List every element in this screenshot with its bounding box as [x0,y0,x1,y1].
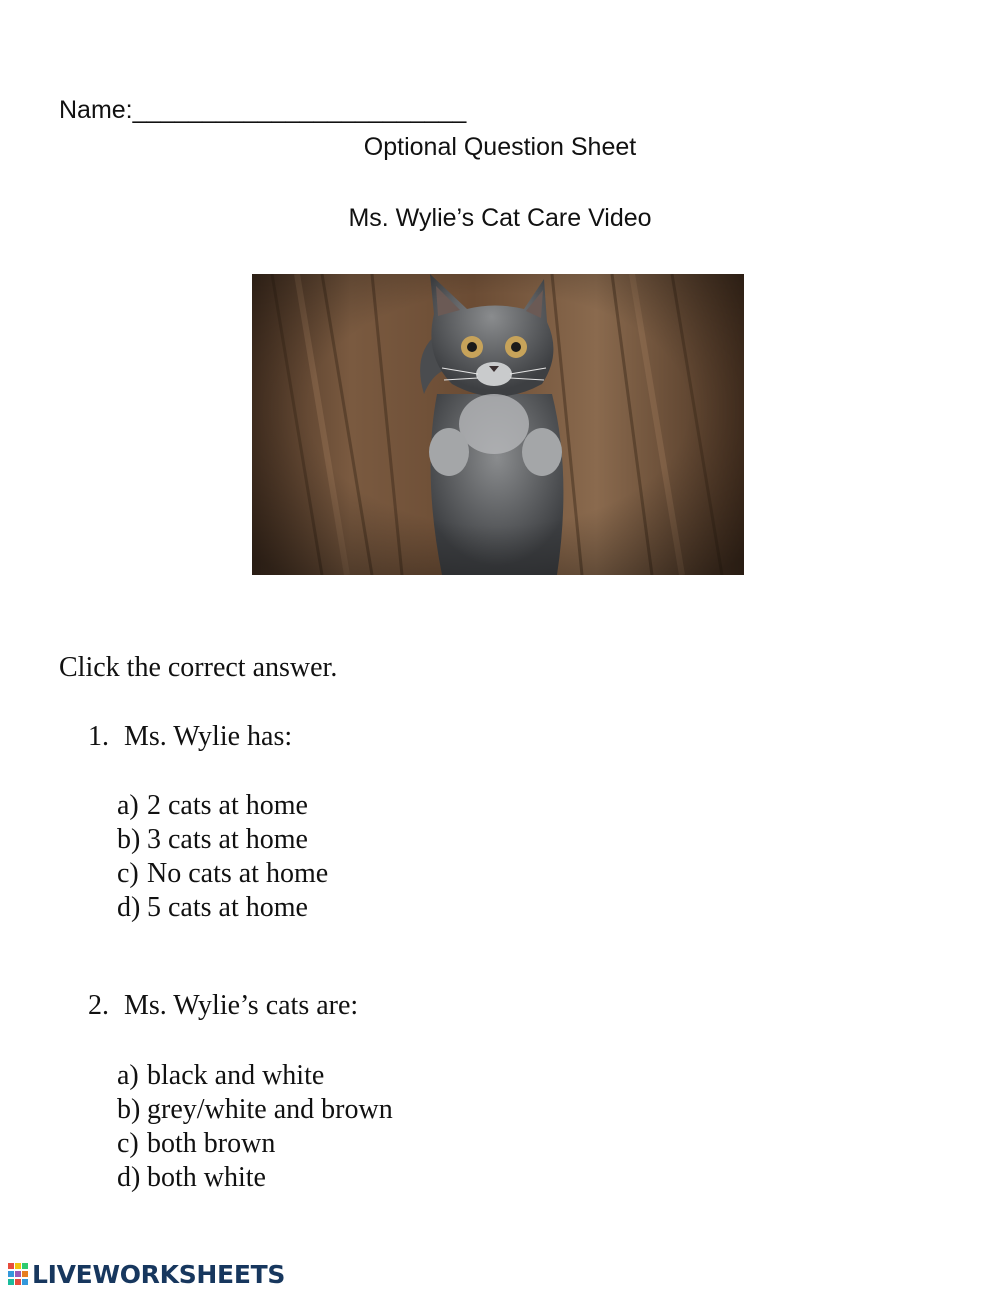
option-letter: c) [117,1128,139,1159]
question-1-options [117,789,328,925]
option-letter: d) [117,892,141,923]
question-2-options [117,1059,393,1195]
liveworksheets-icon [8,1263,28,1285]
name-field: Name:________________________ [59,96,467,124]
sheet-subtitle: Ms. Wylie’s Cat Care Video [348,204,652,232]
option-text: black and white [147,1060,325,1091]
answer-option-1c[interactable] [117,857,328,891]
brand-name: LIVEWORKSHEETS [32,1259,286,1289]
option-text: grey/white and brown [147,1094,393,1125]
instruction-text: Click the correct answer. [59,652,338,683]
option-letter: a) [117,1060,139,1091]
option-letter: a) [117,790,139,821]
answer-option-1a[interactable] [117,789,328,823]
question-2 [88,990,358,1022]
answer-option-2c[interactable] [117,1127,393,1161]
option-text: both white [147,1162,266,1193]
answer-option-2b[interactable] [117,1093,393,1127]
question-1 [88,721,292,753]
option-text: 5 cats at home [147,892,308,923]
cat-photo [252,274,744,575]
option-text: No cats at home [147,858,329,889]
question-number: 2. [88,990,109,1021]
question-number: 1. [88,721,109,752]
answer-option-2a[interactable] [117,1059,393,1093]
question-text: Ms. Wylie has: [124,721,293,752]
question-text: Ms. Wylie’s cats are: [124,990,359,1021]
sheet-title: Optional Question Sheet [363,133,637,161]
answer-option-2d[interactable] [117,1161,393,1195]
option-letter: d) [117,1162,141,1193]
option-letter: c) [117,858,139,889]
answer-option-1b[interactable] [117,823,328,857]
option-text: both brown [147,1128,276,1159]
option-text: 3 cats at home [147,824,308,855]
option-text: 2 cats at home [147,790,308,821]
option-letter: b) [117,1094,141,1125]
option-letter: b) [117,824,141,855]
liveworksheets-logo [8,1259,285,1289]
answer-option-1d[interactable] [117,891,328,925]
